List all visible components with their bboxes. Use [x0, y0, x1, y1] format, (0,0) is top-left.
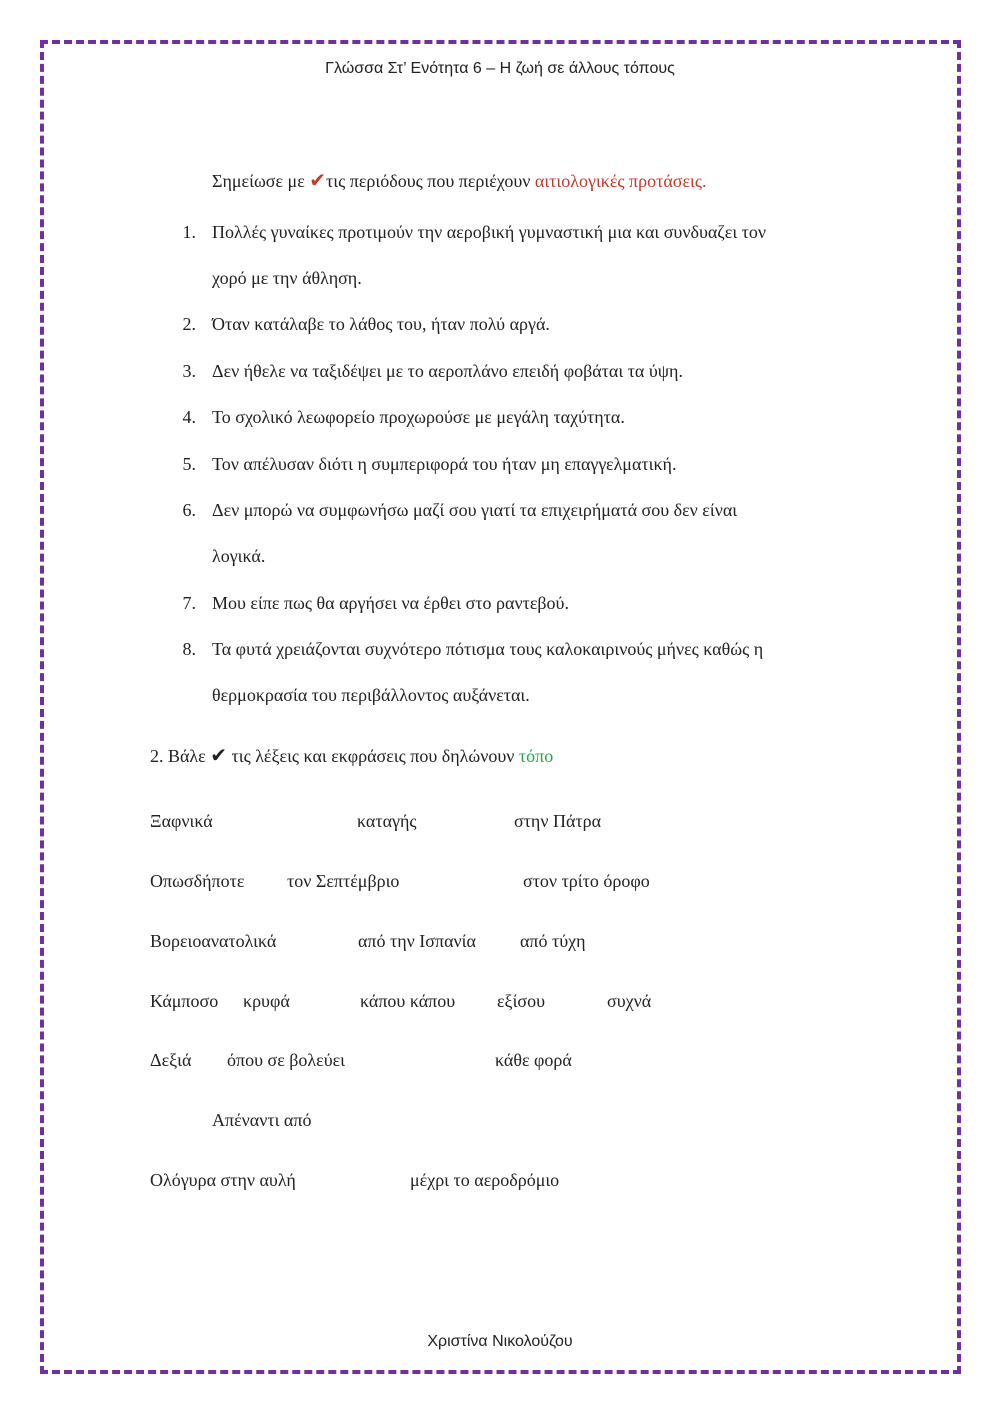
- item-number: 6.: [182, 500, 196, 520]
- word-item: καταγής: [357, 811, 417, 831]
- instruction-text-middle: τις λέξεις και εκφράσεις που δηλώνουν: [231, 746, 515, 766]
- word-item: συχνά: [607, 991, 652, 1011]
- instruction-highlight: τόπο: [518, 746, 554, 766]
- page-header: Γλώσσα Στ’ Ενότητα 6 – Η ζωή σε άλλους τόπους: [325, 60, 675, 77]
- word-item: στον τρίτο όροφο: [523, 871, 650, 891]
- item-number: 8.: [182, 639, 196, 659]
- item-text: Όταν κατάλαβε το λάθος του, ήταν πολύ αργά.: [212, 314, 550, 334]
- item-number: 1.: [182, 222, 196, 242]
- word-item: Απέναντι από: [212, 1110, 312, 1130]
- instruction-highlight: αιτιολογικές προτάσεις: [534, 171, 703, 191]
- instruction-text-middle: τις περιόδους που περιέχουν: [326, 171, 531, 191]
- exercise2-instruction: [150, 745, 553, 767]
- word-item: Κάμποσο: [150, 991, 219, 1011]
- instruction-text-before: Σημείωσε με: [212, 171, 305, 191]
- item-text: Πολλές γυναίκες προτιμούν την αεροβική γυμναστική μια και συνδυαζει τον: [212, 222, 767, 242]
- word-item: Οπωσδήποτε: [150, 871, 245, 891]
- word-item: από την Ισπανία: [358, 931, 476, 951]
- item-number: 5.: [182, 454, 196, 474]
- item-text: Δεν μπορώ να συμφωνήσω μαζί σου γιατί τα επιχειρήματά σου δεν είναι: [212, 500, 738, 520]
- instruction-text-before: 2. Βάλε: [150, 746, 206, 766]
- item-number: 3.: [182, 361, 196, 381]
- page-footer-author: Χριστίνα Νικολούζου: [427, 1333, 573, 1350]
- word-item: όπου σε βολεύει: [227, 1050, 346, 1070]
- word-item: κρυφά: [243, 991, 290, 1011]
- check-mark-icon: ✔: [309, 170, 327, 192]
- item-text-cont: θερμοκρασία του περιβάλλοντος αυξάνεται.: [212, 685, 530, 705]
- exercise1-instruction: [212, 170, 707, 192]
- word-item: Δεξιά: [150, 1050, 192, 1070]
- item-text: Το σχολικό λεωφορείο προχωρούσε με μεγάλη ταχύτητα.: [212, 407, 625, 427]
- item-text: Μου είπε πως θα αργήσει να έρθει στο ραντεβού.: [212, 593, 569, 613]
- word-item: μέχρι το αεροδρόμιο: [410, 1170, 560, 1190]
- item-number: 4.: [182, 407, 196, 427]
- word-item: κάθε φορά: [495, 1050, 572, 1070]
- item-text: Τα φυτά χρειάζονται συχνότερο πότισμα τους καλοκαιρινούς μήνες καθώς η: [212, 639, 764, 659]
- item-text-cont: χορό με την άθληση.: [212, 268, 362, 288]
- word-item: Ξαφνικά: [150, 811, 213, 831]
- word-item: κάπου κάπου: [360, 991, 456, 1011]
- word-item: εξίσου: [497, 991, 546, 1011]
- word-item: στην Πάτρα: [514, 811, 602, 831]
- item-number: 7.: [182, 593, 196, 613]
- word-item: από τύχη: [520, 931, 586, 951]
- word-item: τον Σεπτέμβριο: [287, 871, 400, 891]
- item-text-cont: λογικά.: [212, 546, 266, 566]
- check-mark-icon: ✔: [210, 745, 227, 767]
- item-text: Τον απέλυσαν διότι η συμπεριφορά του ήταν μη επαγγελματική.: [212, 454, 677, 474]
- word-item: Ολόγυρα στην αυλή: [150, 1170, 296, 1190]
- item-text: Δεν ήθελε να ταξιδέψει με το αεροπλάνο επειδή φοβάται τα ύψη.: [212, 361, 683, 381]
- instruction-end: .: [702, 171, 707, 191]
- item-number: 2.: [182, 314, 196, 334]
- word-item: Βορειοανατολικά: [150, 931, 277, 951]
